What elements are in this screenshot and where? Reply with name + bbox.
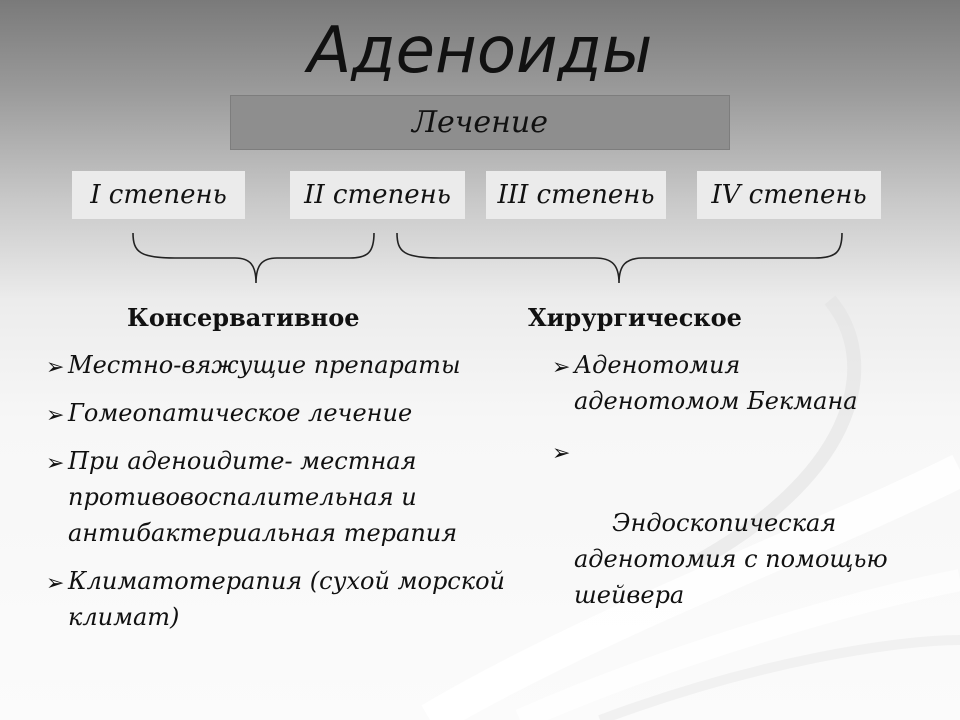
conservative-list (46, 347, 516, 635)
treatment-banner: Лечение (230, 95, 730, 150)
surgical-list (552, 347, 896, 649)
list-item: ➢ При аденоидите- местная противовоспалительная и антибактериальная терапия (46, 447, 458, 547)
list-item: ➢ Эндоскопическая аденотомия с помощью шейвера (552, 433, 892, 649)
list-item: ➢ Местно-вяжущие препараты (46, 347, 516, 383)
grade-2-box: II степень (290, 171, 465, 219)
grade-1-box: I степень (72, 171, 245, 219)
grade-4-box: IV степень (697, 171, 881, 219)
arrow-bullet-icon: ➢ (46, 355, 65, 380)
surgical-brace (397, 233, 842, 283)
page-title: Аденоиды (307, 14, 653, 88)
list-item: ➢ Аденотомия аденотомом Бекмана (552, 351, 858, 415)
arrow-bullet-icon: ➢ (552, 441, 571, 466)
arrow-bullet-icon: ➢ (46, 571, 65, 596)
arrow-bullet-icon: ➢ (46, 451, 65, 476)
conservative-heading: Консервативное (127, 303, 360, 332)
grade-3-box: III степень (486, 171, 666, 219)
surgical-heading: Хирургическое (528, 303, 742, 332)
conservative-brace (133, 233, 374, 283)
list-item: ➢ Климатотерапия (сухой морской климат) (46, 567, 505, 631)
list-item: ➢ Гомеопатическое лечение (46, 395, 516, 431)
arrow-bullet-icon: ➢ (552, 355, 571, 380)
arrow-bullet-icon: ➢ (46, 403, 65, 428)
